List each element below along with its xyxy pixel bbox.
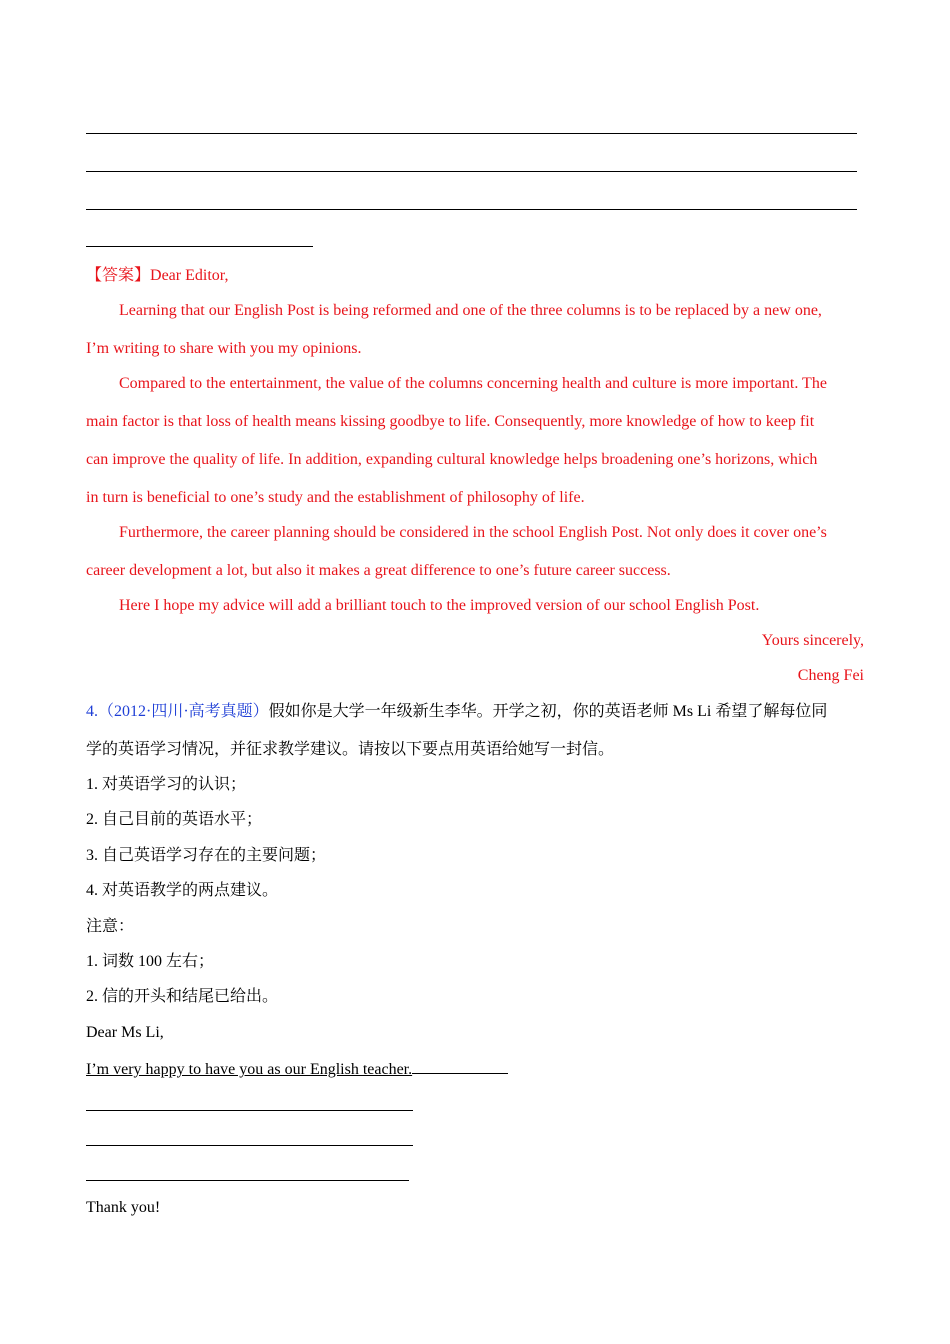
answer-p1-line1: Learning that our English Post is being reformed and one of the three columns is to be replaced by a new one,	[119, 302, 822, 319]
answer-p2-line4: in turn is beneficial to one’s study and the establishment of philosophy of life.	[86, 489, 585, 506]
letter-first-line: I’m very happy to have you as our English teacher.	[86, 1061, 413, 1078]
answer-p4-line1: Here I hope my advice will add a brilliant touch to the improved version of our school English Post.	[119, 597, 760, 614]
answer-closing: Yours sincerely,	[761, 632, 864, 649]
question-prompt-line2: 学的英语学习情况，并征求教学建议。请按以下要点用英语给她写一封信。	[86, 741, 615, 758]
answer-p3-line1: Furthermore, the career planning should be considered in the school English Post. Not only does it cover one’s	[119, 524, 827, 541]
question-point: 3. 自己英语学习存在的主要问题；	[86, 847, 327, 864]
note-item: 2. 信的开头和结尾已给出。	[86, 988, 279, 1005]
writing-line	[86, 209, 857, 210]
question-number: 4.	[86, 703, 98, 720]
writing-line	[86, 171, 857, 172]
note-item: 1. 词数 100 左右；	[86, 953, 215, 970]
answer-p2-line3: can improve the quality of life. In addition, expanding cultural knowledge helps broadening one’s horizons, which	[86, 451, 818, 468]
notes-title: 注意：	[86, 918, 135, 935]
question-prompt-line1	[86, 702, 827, 722]
question-point: 1. 对英语学习的认识；	[86, 776, 247, 793]
letter-first-line-row	[86, 1058, 508, 1080]
writing-line	[86, 133, 857, 134]
writing-line	[86, 1180, 409, 1181]
letter-end: Thank you!	[86, 1199, 161, 1216]
answer-label: 【答案】	[86, 267, 151, 284]
writing-line	[86, 1145, 413, 1146]
answer-p1-line2: I’m writing to share with you my opinions.	[86, 340, 362, 357]
question-source: （2012·四川·高考真题）	[98, 703, 269, 720]
question-point: 4. 对英语教学的两点建议。	[86, 882, 279, 899]
question-point: 2. 自己目前的英语水平；	[86, 811, 263, 828]
answer-p2-line2: main factor is that loss of health means kissing goodbye to life. Consequently, more knowledge of how to keep fit	[86, 413, 815, 430]
answer-p3-line2: career development a lot, but also it makes a great difference to one’s future career success.	[86, 562, 671, 579]
answer-salutation: Dear Editor,	[150, 267, 229, 284]
answer-signature: Cheng Fei	[797, 667, 864, 684]
letter-salutation: Dear Ms Li,	[86, 1024, 164, 1041]
question-prompt-text: 假如你是大学一年级新生李华。开学之初，你的英语老师 Ms Li 希望了解每位同	[268, 703, 828, 720]
answer-blank	[412, 1058, 508, 1074]
writing-line	[86, 1110, 413, 1111]
writing-line	[86, 246, 313, 247]
answer-p2-line1: Compared to the entertainment, the value of the columns concerning health and culture is more important. The	[119, 375, 827, 392]
answer-heading	[86, 266, 228, 286]
